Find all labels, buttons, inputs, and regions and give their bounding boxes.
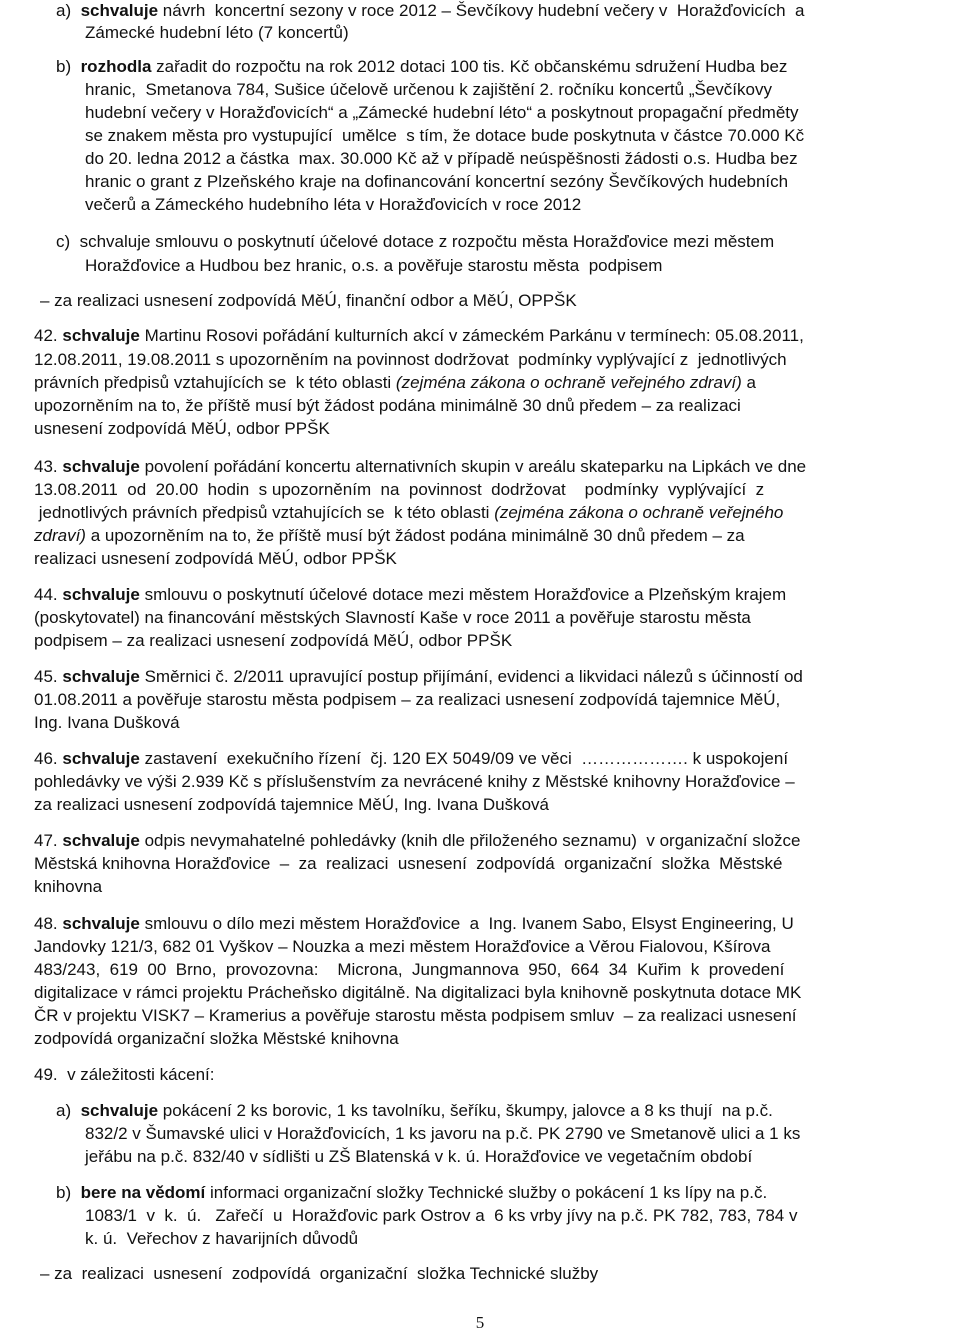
text-segment: a upozorněním na to, že příště musí být žádost podána minimálně 30 dnů předem – za	[85, 526, 745, 545]
text-segment: Zámecké hudební léto (7 koncertů)	[85, 23, 349, 42]
bold-keyword: schvaluje	[80, 1, 159, 20]
text-segment: hranic, Smetanova 784, Sušice účelově určenou k zajištění 2. ročníku koncertů „Ševčíkovy	[85, 80, 772, 99]
text-line	[85, 1205, 960, 1227]
text-line	[85, 1228, 960, 1250]
text-line	[34, 479, 960, 501]
text-line	[85, 102, 960, 124]
text-segment: 42.	[34, 326, 63, 345]
text-segment: informaci organizační složky Technické služby o pokácení 1 ks lípy na p.č.	[205, 1183, 768, 1202]
text-line	[34, 876, 960, 898]
text-line	[34, 525, 960, 547]
text-line	[56, 56, 960, 78]
bold-keyword: schvaluje	[62, 457, 140, 476]
text-line	[34, 748, 960, 770]
text-line	[34, 349, 960, 371]
bold-keyword: schvaluje	[62, 326, 140, 345]
bold-keyword: schvaluje	[62, 667, 140, 686]
text-line	[34, 830, 960, 852]
text-segment: smlouvu o dílo mezi městem Horažďovice a Ing. Ivanem Sabo, Elsyst Engineering, U	[139, 914, 794, 933]
text-line	[85, 125, 960, 147]
text-line	[34, 936, 960, 958]
text-line	[34, 630, 960, 652]
text-line	[34, 325, 960, 347]
text-segment: jednotlivých právních předpisů vztahujících se k této oblasti	[34, 503, 495, 522]
text-segment: 832/2 v Šumavské ulici v Horažďovicích, 1 ks javoru na p.č. PK 2790 ve Smetanově ulici a 1 ks	[85, 1124, 801, 1143]
text-segment: 43.	[34, 457, 63, 476]
text-line	[34, 548, 960, 570]
text-segment: ČR v projektu VISK7 – Kramerius a pověřuje starostu města podpisem smluv – za realizaci usnesení	[34, 1006, 797, 1025]
text-line	[34, 853, 960, 875]
text-segment: 46.	[34, 749, 63, 768]
text-segment: 49. v záležitosti kácení:	[34, 1065, 215, 1084]
text-line	[34, 712, 960, 734]
text-line	[34, 584, 960, 606]
text-segment: k. ú. Veřechov z havarijních důvodů	[85, 1229, 359, 1248]
text-segment: Jandovky 121/3, 682 01 Vyškov – Nouzka a mezi městem Horažďovice a Věrou Fialovou, Kšírova	[34, 937, 771, 956]
bold-keyword: schvaluje	[62, 585, 140, 604]
text-segment: digitalizace v rámci projektu Prácheňsko digitálně. Na digitalizaci byla knihovně poskytnuta dotace MK	[34, 983, 802, 1002]
text-line	[40, 290, 960, 312]
text-segment: Ing. Ivana Dušková	[34, 713, 180, 732]
text-segment: odpis nevymahatelné pohledávky (knih dle přiloženého seznamu) v organizační složce	[139, 831, 801, 850]
bold-keyword: schvaluje	[62, 914, 140, 933]
bold-keyword: bere na vědomí	[80, 1183, 206, 1202]
bold-keyword: schvaluje	[62, 831, 140, 850]
text-segment: realizaci usnesení zodpovídá MěÚ, odbor PPŠK	[34, 549, 397, 568]
text-segment: Martinu Rosovi pořádání kulturních akcí v zámeckém Parkánu v termínech: 05.08.2011,	[139, 326, 804, 345]
text-segment: Horažďovice a Hudbou bez hranic, o.s. a pověřuje starostu města podpisem	[85, 256, 663, 275]
text-line	[34, 959, 960, 981]
text-segment: povolení pořádání koncertu alternativních skupin v areálu skateparku na Lipkách ve dne	[139, 457, 807, 476]
text-segment: večerů a Zámeckého hudebního léta v Horažďovicích v roce 2012	[85, 195, 582, 214]
italic-text: (zejména zákona o ochraně veřejného zdraví)	[395, 373, 742, 392]
text-segment: 48.	[34, 914, 63, 933]
text-line	[34, 689, 960, 711]
text-segment: za realizaci usnesení zodpovídá tajemnice MěÚ, Ing. Ivana Dušková	[34, 795, 549, 814]
text-line	[34, 456, 960, 478]
text-line	[85, 22, 960, 44]
text-segment: do 20. ledna 2012 a částka max. 30.000 Kč až v případě neúspěšnosti žádosti o.s. Hudba bez	[85, 149, 798, 168]
text-segment: 45.	[34, 667, 63, 686]
text-segment: 1083/1 v k. ú. Zařečí u Horažďovic park Ostrov a 6 ks vrby jívy na p.č. PK 782, 783, 784 v	[85, 1206, 798, 1225]
text-segment: 01.08.2011 a pověřuje starostu města podpisem – za realizaci usnesení zodpovídá tajemnice MěÚ,	[34, 690, 781, 709]
text-segment: 13.08.2011 od 20.00 hodin s upozorněním na povinnost dodržovat podmínky vyplývající z	[34, 480, 765, 499]
text-segment: upozorněním na to, že příště musí být žádost podána minimálně 30 dnů předem – za realizaci	[34, 396, 741, 415]
text-segment: 47.	[34, 831, 63, 850]
bold-keyword: rozhodla	[80, 57, 152, 76]
text-segment: 44.	[34, 585, 63, 604]
text-line	[34, 913, 960, 935]
text-line	[85, 194, 960, 216]
text-segment: 483/243, 619 00 Brno, provozovna: Microna, Jungmannova 950, 664 34 Kuřim k provedení	[34, 960, 785, 979]
text-segment: jeřábu na p.č. 832/40 v sídlišti u ZŠ Blatenská v k. ú. Horažďovice ve vegetačním období	[85, 1147, 753, 1166]
text-segment: smlouvu o poskytnutí účelové dotace mezi městem Horažďovice a Plzeňským krajem	[139, 585, 787, 604]
text-line	[56, 1100, 960, 1122]
text-segment: hranic o grant z Plzeňského kraje na dofinancování koncertní sezóny Ševčíkových hudebních	[85, 172, 789, 191]
text-line	[34, 794, 960, 816]
text-segment: a)	[56, 1, 81, 20]
text-line	[85, 148, 960, 170]
text-segment: hudební večery v Horažďovicích“ a „Zámecké hudební léto“ a poskytnout propagační předměty	[85, 103, 799, 122]
text-segment: Městská knihovna Horažďovice – za realizaci usnesení zodpovídá organizační složka Městské	[34, 854, 783, 873]
bold-keyword: schvaluje	[80, 1101, 159, 1120]
text-line	[85, 1146, 960, 1168]
text-segment: pokácení 2 ks borovic, 1 ks tavolníku, šeříku, škumpy, jalovce a 8 ks thují na p.č.	[158, 1101, 773, 1120]
text-line	[34, 1028, 960, 1050]
text-line	[34, 502, 960, 524]
text-segment: – za realizaci usnesení zodpovídá MěÚ, finanční odbor a MěÚ, OPPŠK	[40, 291, 577, 310]
text-segment: podpisem – za realizaci usnesení zodpovídá MěÚ, odbor PPŠK	[34, 631, 513, 650]
page-number: 5	[475, 1313, 485, 1332]
text-segment: zastavení exekučního řízení čj. 120 EX 5049/09 ve věci ………………. k uspokojení	[139, 749, 789, 768]
text-segment: právních předpisů vztahujících se k této oblasti	[34, 373, 396, 392]
text-segment: návrh koncertní sezony v roce 2012 – Ševčíkovy hudební večery v Horažďovicích a	[158, 1, 805, 20]
text-line	[34, 1064, 960, 1086]
text-segment: knihovna	[34, 877, 103, 896]
text-segment: pohledávky ve výši 2.939 Kč s příslušenstvím za nevrácené knihy z Městské knihovny Horažďovice –	[34, 772, 795, 791]
text-segment: c) schvaluje smlouvu o poskytnutí účelové dotace z rozpočtu města Horažďovice mezi městem	[56, 232, 775, 251]
text-line	[85, 79, 960, 101]
text-line	[56, 231, 960, 253]
text-line	[34, 771, 960, 793]
text-segment: a	[741, 373, 756, 392]
text-line	[34, 982, 960, 1004]
text-line	[34, 395, 960, 417]
text-segment: b)	[56, 57, 81, 76]
text-segment: zodpovídá organizační složka Městské knihovna	[34, 1029, 399, 1048]
text-line	[85, 1123, 960, 1145]
text-line	[34, 418, 960, 440]
text-segment: 12.08.2011, 19.08.2011 s upozorněním na povinnost dodržovat podmínky vyplývající z jednotlivých	[34, 350, 787, 369]
italic-text: (zejména zákona o ochraně veřejného	[494, 503, 784, 522]
text-line	[34, 1005, 960, 1027]
text-segment: (poskytovatel) na financování městských Slavností Kaše v roce 2011 a pověřuje starostu města	[34, 608, 751, 627]
text-line	[34, 666, 960, 688]
text-segment: se znakem města pro vystupující umělce s tím, že dotace bude poskytnuta v částce 70.000 Kč	[85, 126, 805, 145]
bold-keyword: schvaluje	[62, 749, 140, 768]
text-line	[34, 607, 960, 629]
text-segment: usnesení zodpovídá MěÚ, odbor PPŠK	[34, 419, 330, 438]
text-line	[56, 0, 960, 22]
text-line	[34, 372, 960, 394]
text-line	[85, 255, 960, 277]
text-segment: – za realizaci usnesení zodpovídá organizační složka Technické služby	[40, 1264, 599, 1283]
italic-text: zdraví)	[34, 526, 86, 545]
text-segment: b)	[56, 1183, 81, 1202]
text-line	[40, 1263, 960, 1285]
text-line	[56, 1182, 960, 1204]
text-line	[85, 171, 960, 193]
text-segment: zařadit do rozpočtu na rok 2012 dotaci 100 tis. Kč občanskému sdružení Hudba bez	[151, 57, 788, 76]
text-segment: Směrnici č. 2/2011 upravující postup přijímání, evidenci a likvidaci nálezů s účinností od	[139, 667, 803, 686]
text-segment: a)	[56, 1101, 81, 1120]
